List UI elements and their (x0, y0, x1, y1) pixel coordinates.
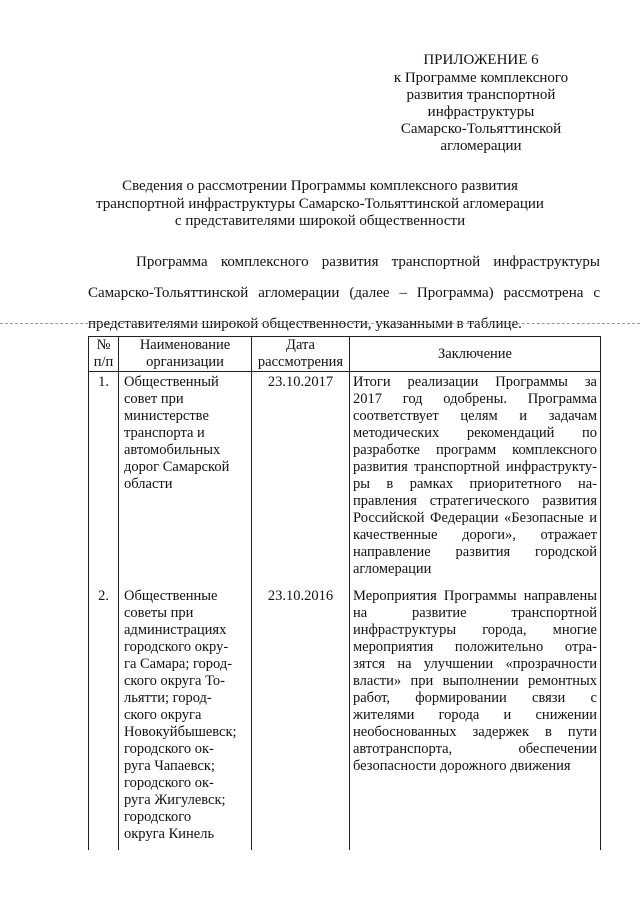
appendix-number: ПРИЛОЖЕНИЕ 6 (423, 52, 539, 68)
header-date: Дата рассмотрения (252, 337, 350, 372)
intro-paragraph (88, 247, 600, 340)
appendix-line: агломерации (440, 138, 522, 154)
table-row (89, 372, 601, 579)
row-organization: Общественные советы при администрациях городского окру- га Самара; город- ского округа То- льятти; город- ского округа Новокуйбышевск; городского ок- руга Чапаевск; городского ок- руга Жигулевск; городского округа Кинель (119, 578, 252, 850)
row-number: 2. (89, 578, 119, 850)
header-organization: Наименование организации (119, 337, 252, 372)
intro-line: Программа комплексного развития транспортной инфраструктуры (136, 254, 600, 270)
intro-line: представителями широкой общественности, указанными в таблице. (88, 316, 522, 332)
row-organization: Общественный совет при министерстве транспорта и автомобильных дорог Самарской области (119, 372, 252, 579)
row-date: 23.10.2017 (252, 372, 350, 579)
appendix-line: Самарско-Тольяттинской (400, 121, 562, 137)
row-conclusion: Итоги реализации Программы за 2017 год одобрены. Программа соответствует целям и задачам методических рекомендаций по разработке программ комплексного развития транспортной инфраструкту- ры в рамках приоритетного на- правления стратегического развития Российской Федерации «Безопасные и качественные дороги», отражает направление развития городской агломерации (350, 372, 601, 579)
table-row (89, 578, 601, 850)
appendix-line: к Программе комплексного (393, 70, 569, 86)
document-title (90, 178, 550, 231)
header-number: № п/п (89, 337, 119, 372)
title-line: Сведения о рассмотрении Программы комплексного развития (122, 178, 518, 194)
header-conclusion: Заключение (350, 337, 601, 372)
intro-line: Самарско-Тольяттинской агломерации (далее – Программа) рассмотрена с (88, 285, 600, 301)
scan-fold-line (0, 323, 640, 324)
row-date: 23.10.2016 (252, 578, 350, 850)
appendix-heading (372, 52, 590, 155)
row-conclusion: Мероприятия Программы направлены на развитие транспортной инфраструктуры города, многие мероприятия положительно отра- зятся на улучшении «прозрачности власти» при выполнении ремонтных работ, формировании связи с жителями города и снижении необоснованных задержек в пути автотранспорта, обеспечении безопасности дорожного движения (350, 578, 601, 850)
title-line: с представителями широкой общественности (174, 213, 466, 229)
row-number: 1. (89, 372, 119, 579)
table-header-row (89, 337, 601, 372)
appendix-line: развития транспортной (406, 87, 556, 103)
appendix-line: инфраструктуры (427, 104, 535, 120)
review-table (88, 336, 601, 850)
title-line: транспортной инфраструктуры Самарско-Тольяттинской агломерации (96, 195, 544, 212)
